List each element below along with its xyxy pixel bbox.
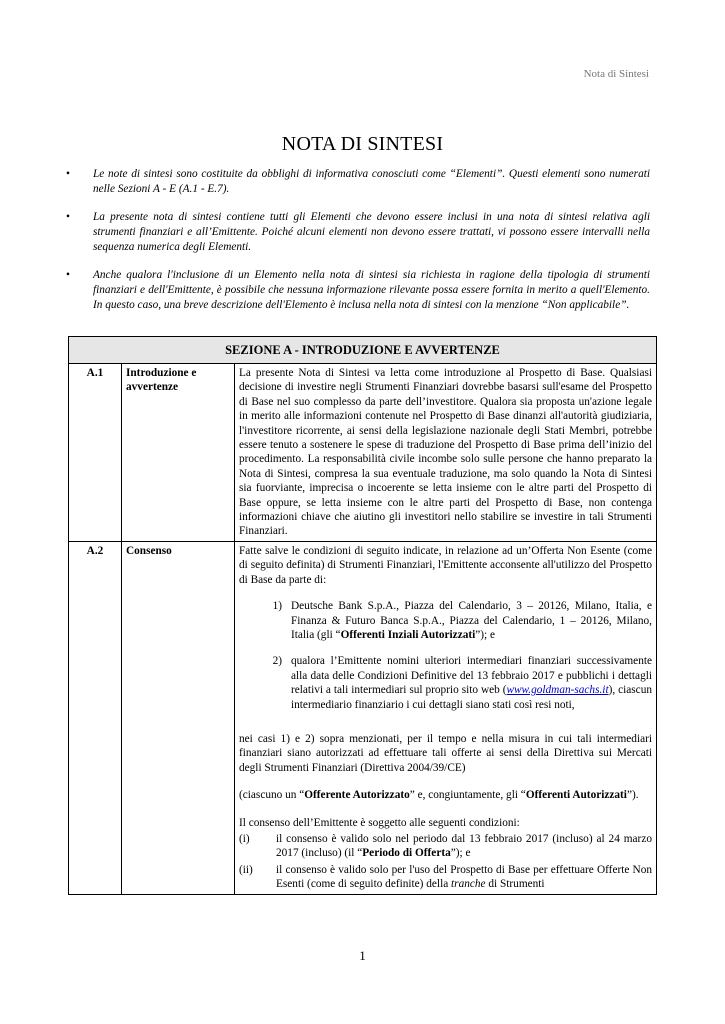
bold-term: Offerenti Inziali Autorizzati <box>340 628 476 641</box>
page-number: 1 <box>359 948 366 963</box>
bold-term: Offerente Autorizzato <box>304 789 410 802</box>
running-header: Nota di Sintesi <box>583 68 649 80</box>
list-number: 1) <box>272 600 282 613</box>
section-heading: SEZIONE A - INTRODUZIONE E AVVERTENZE <box>69 337 657 364</box>
text-span: ”). <box>626 789 639 802</box>
bullet-item <box>66 210 650 255</box>
table-row <box>69 364 657 542</box>
bullet-item <box>66 268 650 313</box>
intro-bullets <box>66 167 650 326</box>
table-row <box>69 541 657 894</box>
condition-item <box>239 863 652 892</box>
list-item <box>239 654 652 712</box>
text-span: di Strumenti <box>485 878 545 891</box>
text-span: ”); e <box>475 628 496 641</box>
text-span: il consenso è valido solo nel periodo dal 13 febbraio 2017 (incluso) al 24 marzo 2017 (incluso) (il “ <box>276 832 652 860</box>
element-code: A.2 <box>69 541 122 894</box>
list-text <box>291 599 652 642</box>
bullet-symbol: • <box>66 269 70 281</box>
document-title: NOTA DI SINTESI <box>281 133 444 155</box>
element-label: Consenso <box>122 541 235 894</box>
condition-item <box>239 832 652 861</box>
element-code: A.1 <box>69 364 122 542</box>
text-span: il consenso è valido solo per l'uso del Prospetto di Base per effettuare Offerte Non Esenti (come di seguito definite) della <box>276 863 652 891</box>
text-span: ” e, congiuntamente, gli “ <box>409 789 526 802</box>
element-text: La presente Nota di Sintesi va letta come introduzione al Prospetto di Base. Qualsiasi decisione di investire negli Strumenti Finanziari dovrebbe basarsi sull'esame del Prospetto di Base nel suo complesso da parte dell’investitore. Qualora sia proposta un'azione legale in merito alle informazioni contenute nel Prospetto di Base dinanzi all'autorità giudiziaria, l'investitore ricorrente, ai sensi della legislazione nazionale degli Stati Membri, potrebbe essere tenuto a sostenere le spese di traduzione del Prospetto di Base prima dell’inizio del procedimento. La responsabilità civile incombe solo sulle persone che hanno preparato la Nota di Sintesi, compresa la sua eventuale traduzione, ma solo quando la Nota di Sintesi sia fuorviante, imprecisa o incoerente se letta insieme con le altre parti del Prospetto di Base oppure, se letta insieme con le altre parti del Prospetto di Base, non contenga informazioni chiave che aiutino gli investitori nello stabilire se investire in tali Strumenti Finanziari. <box>235 364 657 542</box>
bullet-item <box>66 167 650 197</box>
bullet-text: Anche qualora l'inclusione di un Elemento nella nota di sintesi sia richiesta in ragione della tipologia di strumenti finanziari e dell'Emittente, è possibile che nessuna informazione rilevante possa essere fornita in merito a quell'Elemento. In questo caso, una breve descrizione dell'Elemento è inclusa nella nota di sintesi con la menzione “Non applicabile”. <box>93 269 650 311</box>
bullet-symbol: • <box>66 211 70 223</box>
conditions-paragraph: Il consenso dell’Emittente è soggetto alle seguenti condizioni: <box>239 816 520 829</box>
list-item <box>239 599 652 642</box>
list-number: 2) <box>272 655 282 668</box>
condition-text <box>276 832 652 861</box>
element-text <box>235 541 657 894</box>
bold-term: Periodo di Offerta <box>362 847 451 860</box>
condition-number: (i) <box>239 832 250 845</box>
bold-term: Offerenti Autorizzati <box>525 789 627 802</box>
text-span: Deutsche Bank S.p.A., Piazza del Calendario, 3 – 20126, Milano, Italia, e Finanza & Futuro Banca S.p.A., Piazza del Calendario, 1 – 20126, Milano, Italia (gli “ <box>291 600 652 641</box>
italic-term: tranche <box>451 878 486 891</box>
text-span: (ciascuno un “ <box>239 789 305 802</box>
bullet-symbol: • <box>66 168 70 180</box>
cases-paragraph: nei casi 1) e 2) sopra menzionati, per il tempo e nella misura in cui tali intermediari finanziari siano autorizzati ad effettuare tali offerte ai sensi della Direttiva sui Mercati degli Strumenti Finanziari (Direttiva 2004/39/CE) <box>239 732 652 774</box>
text-span: qualora l’Emittente nomini ulteriori intermediari finanziari successivamente alla data delle Condizioni Definitive del 13 febbraio 2017 e pubblichi i dettagli relativi a tali intermediari sul proprio sito web ( <box>291 655 652 697</box>
text-span: ”); e <box>450 847 471 860</box>
definition-paragraph <box>239 788 652 802</box>
consent-intro: Fatte salve le condizioni di seguito indicate, in relazione ad un’Offerta Non Esente (come di seguito definita) di Strumenti Finanziari, l'Emittente acconsente all'utilizzo del Prospetto di Base da parte di: <box>239 544 652 586</box>
section-a-table <box>68 336 657 895</box>
list-text <box>291 654 652 712</box>
element-label: Introduzione e avvertenze <box>122 364 235 542</box>
condition-text <box>276 863 652 892</box>
bullet-text: La presente nota di sintesi contiene tutti gli Elementi che devono essere inclusi in una nota di sintesi relativa agli strumenti finanziari e all’Emittente. Poiché alcuni elementi non devono essere trattati, vi possono essere intervalli nella sequenza numerica degli Elementi. <box>93 211 650 253</box>
text-span: ), ciascun intermediario finanziario i cui dettagli siano stati così resi noti, <box>291 684 652 711</box>
website-link[interactable]: www.goldman-sachs.it <box>506 684 609 697</box>
bullet-text: Le note di sintesi sono costituite da obblighi di informativa conosciuti come “Elementi”. Questi elementi sono numerati nelle Sezioni A - E (A.1 - E.7). <box>93 168 650 195</box>
condition-number: (ii) <box>239 863 253 876</box>
